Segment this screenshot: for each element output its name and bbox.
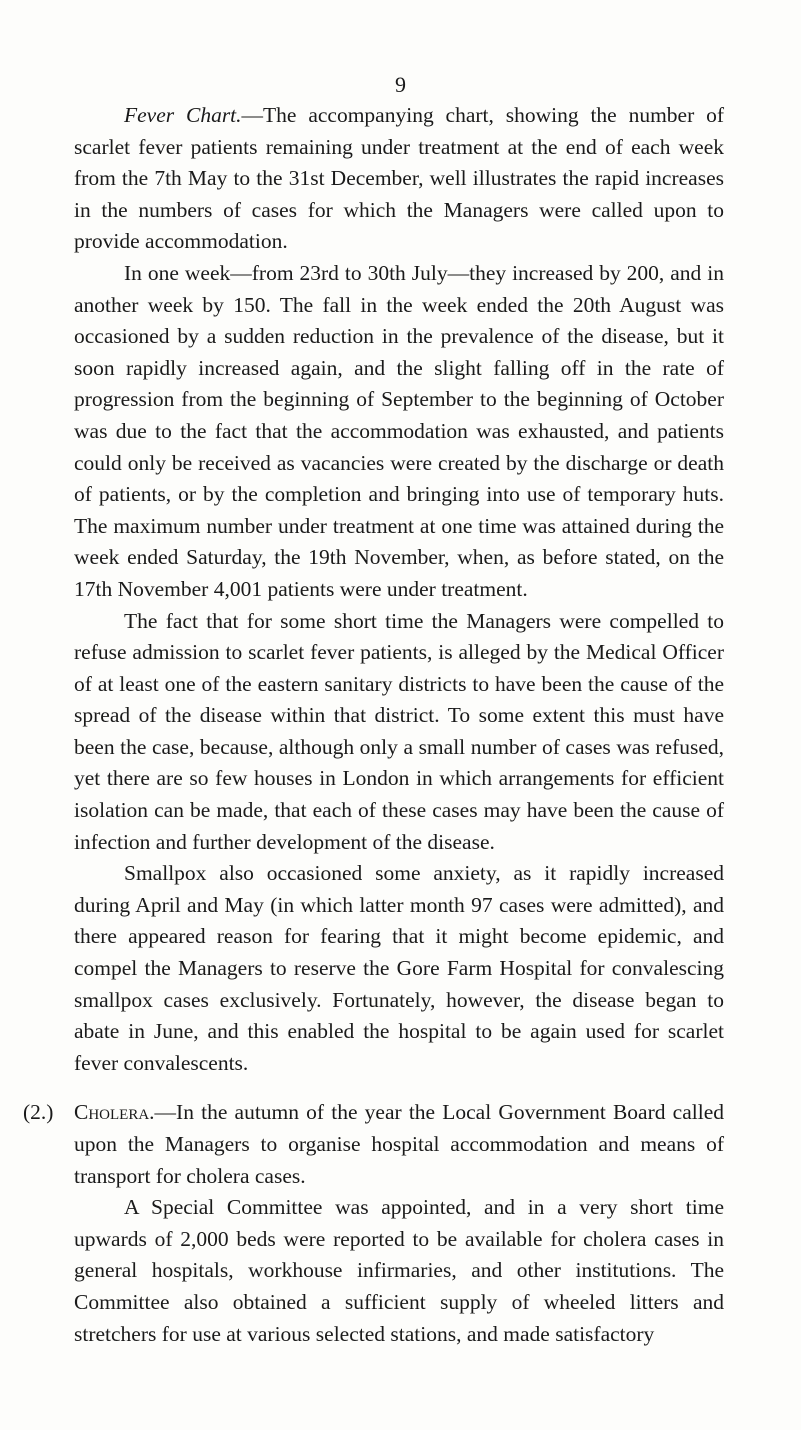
cholera-paragraph-1-text: —In the autumn of the year the Local Government Board called upon the Managers to organise hospital accommodation and means of transport for cholera cases. <box>74 1100 724 1188</box>
smallpox-paragraph: Smallpox also occasioned some anxiety, as it rapidly increased during April and May (in which latter month 97 cases were admitted), and there appeared reason for fearing that it might become epidemic, and compel the Managers to reserve the Gore Farm Hospital for convalescing smallpox cases exclusively. Fortunately, however, the disease began to abate in June, and this enabled the hospital to be again used for scarlet fever convalescents. <box>74 861 724 1075</box>
page-number: 9 <box>395 72 406 97</box>
fever-paragraph-3: The fact that for some short time the Managers were compelled to refuse admission to scarlet fever patients, is alleged by the Medical Officer of at least one of the eastern sanitary districts to have been the cause of the spread of the disease within that district. To some extent this must have been the case, because, although only a small number of cases was refused, yet there are so few houses in London in which arrangements for efficient isolation can be made, that each of these cases may have been the cause of infection and further development of the disease. <box>74 608 724 854</box>
fever-paragraph-1 <box>74 100 724 258</box>
fever-paragraph-2: In one week—from 23rd to 30th July—they increased by 200, and in another week by 150. The fall in the week ended the 20th August was occasioned by a sudden reduction in the prevalence of the disease, but it soon rapidly increased again, and the slight falling off in the rate of progression from the beginning of September to the beginning of October was due to the fact that the accommodation was exhausted, and patients could only be received as vacancies were created by the discharge or death of patients, or by the completion and bringing into use of temporary huts. The maximum number under treatment at one time was attained during the week ended Saturday, the 19th November, when, as before stated, on the 17th November 4,001 patients were under treatment. <box>74 260 724 601</box>
section-number: (2.) <box>23 1100 54 1125</box>
body-text <box>23 100 725 1350</box>
cholera-paragraph-1 <box>74 1097 724 1192</box>
cholera-heading: Cholera. <box>74 1100 155 1125</box>
fever-chart-heading: Fever Chart. <box>124 103 242 127</box>
cholera-paragraph-2: A Special Committee was appointed, and in a very short time upwards of 2,000 beds were reported to be available for cholera cases in general hospitals, workhouse infirmaries, and other institutions. The Committee also obtained a sufficient supply of wheeled litters and stretchers for use at various selected stations, and made satisfactory <box>74 1195 724 1346</box>
fever-paragraph-1-text: —The accompanying chart, showing the number of scarlet fever patients remaining under treatment at the end of each week from the 7th May to the 31st December, well illustrates the rapid increases in the numbers of cases for which the Managers were called upon to provide accommodation. <box>74 103 725 254</box>
cholera-section <box>23 1097 724 1350</box>
